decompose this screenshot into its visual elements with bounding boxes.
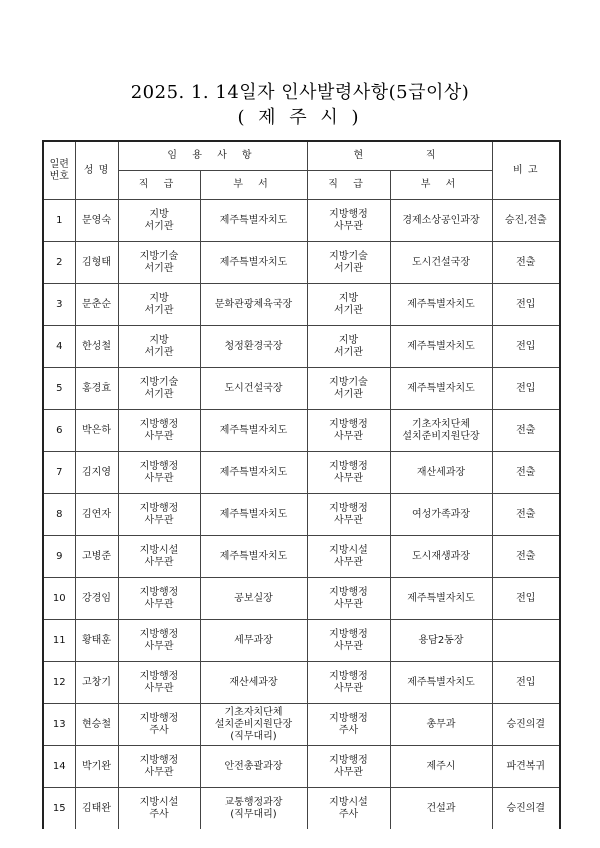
row-number: 9 (43, 536, 75, 578)
row-new-dept: 기초자치단체 설치준비지원단장 (직무대리) (200, 704, 307, 746)
table-row (43, 662, 560, 704)
row-current-grade: 지방행정 사무관 (307, 410, 390, 452)
row-note: 전입 (492, 662, 560, 704)
row-current-grade: 지방시설 사무관 (307, 536, 390, 578)
row-current-grade: 지방행정 사무관 (307, 746, 390, 788)
row-number: 10 (43, 578, 75, 620)
row-note: 전출 (492, 410, 560, 452)
row-number: 11 (43, 620, 75, 662)
row-current-grade: 지방기술 서기관 (307, 368, 390, 410)
row-new-dept: 도시건설국장 (200, 368, 307, 410)
row-new-grade: 지방행정 사무관 (118, 620, 200, 662)
page-title: 2025. 1. 14일자 인사발령사항(5급이상) (130, 82, 470, 103)
row-note: 전입 (492, 578, 560, 620)
row-current-grade: 지방행정 사무관 (307, 578, 390, 620)
row-current-dept: 도시건설국장 (390, 242, 492, 284)
row-new-dept: 안전총괄과장 (200, 746, 307, 788)
row-note: 전입 (492, 326, 560, 368)
row-new-grade: 지방행정 주사 (118, 704, 200, 746)
row-current-dept: 제주특별자치도 (390, 368, 492, 410)
row-number: 7 (43, 452, 75, 494)
row-new-dept: 제주특별자치도 (200, 494, 307, 536)
row-number: 2 (43, 242, 75, 284)
row-note: 승진의결 (492, 788, 560, 830)
row-name: 박기완 (75, 746, 118, 788)
row-note: 전출 (492, 494, 560, 536)
row-number: 13 (43, 704, 75, 746)
row-new-grade: 지방 서기관 (118, 284, 200, 326)
row-note: 전입 (492, 284, 560, 326)
row-new-dept: 청정환경국장 (200, 326, 307, 368)
row-current-grade: 지방행정 사무관 (307, 494, 390, 536)
row-current-grade: 지방 서기관 (307, 284, 390, 326)
row-new-dept: 제주특별자치도 (200, 242, 307, 284)
table-row (43, 578, 560, 620)
row-note: 전입 (492, 368, 560, 410)
row-number: 8 (43, 494, 75, 536)
row-name: 박은하 (75, 410, 118, 452)
row-current-dept: 제주특별자치도 (390, 578, 492, 620)
row-note: 전출 (492, 452, 560, 494)
row-current-dept: 제주특별자치도 (390, 662, 492, 704)
header-new-dept: 부 서 (200, 171, 307, 200)
row-name: 문춘순 (75, 284, 118, 326)
table-row (43, 452, 560, 494)
table-row (43, 284, 560, 326)
row-new-grade: 지방행정 사무관 (118, 578, 200, 620)
row-new-dept: 제주특별자치도 (200, 536, 307, 578)
table-row (43, 620, 560, 662)
header-name: 성 명 (75, 141, 118, 200)
table-row (43, 242, 560, 284)
row-current-dept: 제주특별자치도 (390, 326, 492, 368)
header-note: 비 고 (492, 141, 560, 200)
row-note: 승진,전출 (492, 200, 560, 242)
header-no: 일련 번호 (43, 141, 75, 200)
row-current-grade: 지방행정 주사 (307, 704, 390, 746)
row-new-grade: 지방행정 사무관 (118, 746, 200, 788)
row-name: 고병준 (75, 536, 118, 578)
row-number: 5 (43, 368, 75, 410)
row-name: 김연자 (75, 494, 118, 536)
row-new-grade: 지방 서기관 (118, 200, 200, 242)
row-name: 김태완 (75, 788, 118, 830)
row-current-dept: 제주특별자치도 (390, 284, 492, 326)
row-note: 파견복귀 (492, 746, 560, 788)
row-new-grade: 지방시설 사무관 (118, 536, 200, 578)
table-body (43, 200, 560, 830)
row-current-dept: 건설과 (390, 788, 492, 830)
row-new-dept: 제주특별자치도 (200, 452, 307, 494)
row-name: 김형태 (75, 242, 118, 284)
table-row (43, 704, 560, 746)
table-row (43, 368, 560, 410)
row-current-dept: 총무과 (390, 704, 492, 746)
row-current-grade: 지방행정 사무관 (307, 200, 390, 242)
row-new-grade: 지방시설 주사 (118, 788, 200, 830)
row-name: 강경임 (75, 578, 118, 620)
personnel-table (42, 140, 561, 829)
row-new-dept: 재산세과장 (200, 662, 307, 704)
row-name: 현승철 (75, 704, 118, 746)
row-current-grade: 지방기술 서기관 (307, 242, 390, 284)
row-current-dept: 재산세과장 (390, 452, 492, 494)
row-number: 12 (43, 662, 75, 704)
header-appointment: 임 용 사 항 (118, 141, 307, 171)
row-new-dept: 공보실장 (200, 578, 307, 620)
row-current-grade: 지방시설 주사 (307, 788, 390, 830)
row-current-dept: 기초자치단체 설치준비지원단장 (390, 410, 492, 452)
row-number: 14 (43, 746, 75, 788)
page-subtitle: ( 제 주 시 ) (237, 107, 363, 128)
row-new-grade: 지방행정 사무관 (118, 452, 200, 494)
row-new-dept: 제주특별자치도 (200, 200, 307, 242)
table-row (43, 788, 560, 830)
row-note: 승진의결 (492, 704, 560, 746)
row-current-grade: 지방행정 사무관 (307, 452, 390, 494)
row-note (492, 620, 560, 662)
row-number: 1 (43, 200, 75, 242)
header-new-grade: 직 급 (118, 171, 200, 200)
row-name: 한성철 (75, 326, 118, 368)
row-new-dept: 교통행정과장 (직무대리) (200, 788, 307, 830)
row-current-dept: 경제소상공인과장 (390, 200, 492, 242)
row-current-dept: 여성가족과장 (390, 494, 492, 536)
table-row (43, 494, 560, 536)
row-name: 김지영 (75, 452, 118, 494)
row-new-grade: 지방 서기관 (118, 326, 200, 368)
row-new-grade: 지방행정 사무관 (118, 494, 200, 536)
row-name: 고창기 (75, 662, 118, 704)
row-new-grade: 지방행정 사무관 (118, 410, 200, 452)
row-current-grade: 지방 서기관 (307, 326, 390, 368)
header-cur-dept: 부 서 (390, 171, 492, 200)
row-name: 홍경효 (75, 368, 118, 410)
row-new-dept: 세무과장 (200, 620, 307, 662)
row-new-grade: 지방행정 사무관 (118, 662, 200, 704)
table-row (43, 746, 560, 788)
row-number: 4 (43, 326, 75, 368)
row-current-dept: 제주시 (390, 746, 492, 788)
row-new-dept: 제주특별자치도 (200, 410, 307, 452)
row-new-dept: 문화관광체육국장 (200, 284, 307, 326)
row-number: 6 (43, 410, 75, 452)
row-new-grade: 지방기술 서기관 (118, 368, 200, 410)
row-current-dept: 도시재생과장 (390, 536, 492, 578)
row-current-grade: 지방행정 사무관 (307, 620, 390, 662)
row-current-grade: 지방행정 사무관 (307, 662, 390, 704)
row-name: 문영숙 (75, 200, 118, 242)
row-current-dept: 용담2동장 (390, 620, 492, 662)
header-cur-grade: 직 급 (307, 171, 390, 200)
row-new-grade: 지방기술 서기관 (118, 242, 200, 284)
row-name: 황태훈 (75, 620, 118, 662)
row-note: 전출 (492, 536, 560, 578)
header-current: 현 직 (307, 141, 492, 171)
table-row (43, 200, 560, 242)
table-row (43, 536, 560, 578)
row-note: 전출 (492, 242, 560, 284)
table-row (43, 326, 560, 368)
table-row (43, 410, 560, 452)
row-number: 15 (43, 788, 75, 830)
row-number: 3 (43, 284, 75, 326)
